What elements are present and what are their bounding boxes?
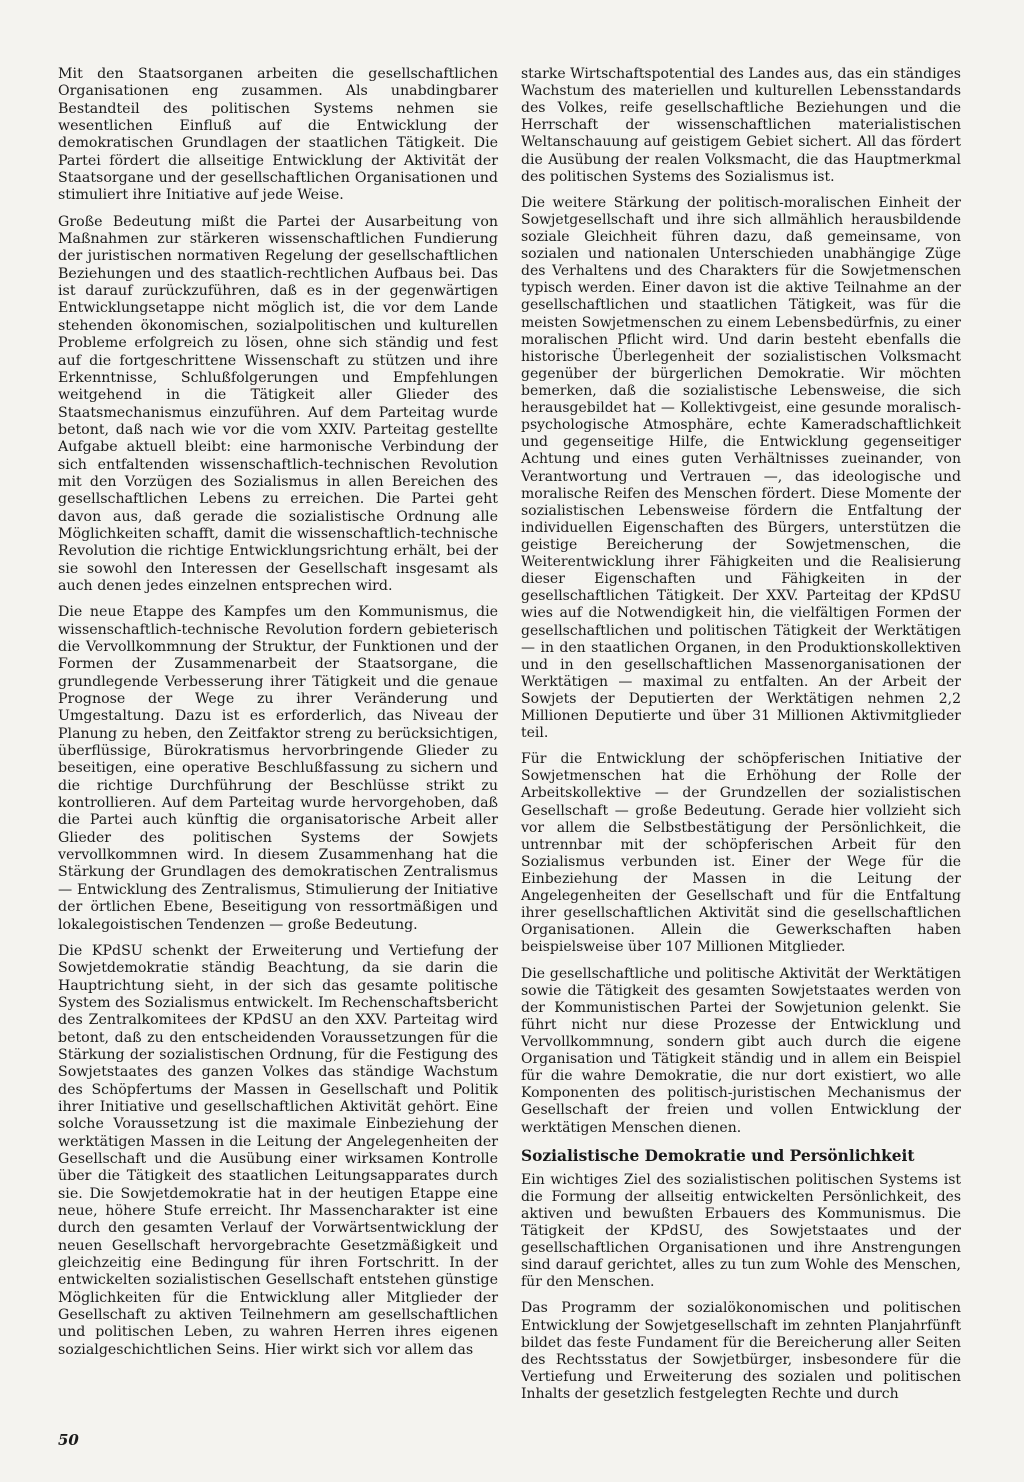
section-heading: Sozialistische Demokratie und Persönlichkeit xyxy=(521,1146,915,1165)
paragraph: Die neue Etappe des Kampfes um den Kommunismus, die wissenschaftlich-technische Revolution fordern gebieterisch die Vervollkommnung der Struktur, der Funktionen und der Formen der Zusammenarbeit der Staatsorgane, die grundlegende Verbesserung ihrer Tätigkeit und die genaue Prognose der Wege zu ihrer Veränderung und Umgestaltung. Dazu ist es erforderlich, das Niveau der Planung zu heben, den Zeitfaktor streng zu berücksichtigen, überflüssige, Bürokratismus hervorbringende Glieder zu beseitigen, eine operative Beschlußfassung zu sichern und die richtige Durchführung der Beschlüsse strikt zu kontrollieren. Auf dem Parteitag wurde hervorgehoben, daß die Partei auch künftig die organisatorische Arbeit aller Glieder des politischen Systems der Sowjets vervollkommnen wird. In diesem Zusammenhang hat die Stärkung der Grundlagen des demokratischen Zentralismus — Entwicklung des Zentralismus, Stimulierung der Initiative der örtlichen Ebene, Beseitigung von ressortmäßigen und lokalegoistischen Tendenzen — große Bedeutung. xyxy=(58,604,498,933)
paragraph: Ein wichtiges Ziel des sozialistischen politischen Systems ist die Formung der allseitig entwickelten Persönlichkeit, des aktiven und bewußten Erbauers des Kommunismus. Die Tätigkeit der KPdSU, des Sowjetstaates und der gesellschaftlichen Organisationen und ihre Anstrengungen sind darauf gerichtet, alles zu tun zum Wohle des Menschen, für den Menschen. xyxy=(521,1171,961,1291)
paragraph: Für die Entwicklung der schöpferischen Initiative der Sowjetmenschen hat die Erhöhung der Rolle der Arbeitskollektive — der Grundzellen der sozialistischen Gesellschaft — große Bedeutung. Gerade hier vollzieht sich vor allem die Selbstbestätigung der Persönlichkeit, die untrennbar mit der schöpferischen Arbeit für den Sozialismus verbunden ist. Einer der Wege für die Einbeziehung der Massen in die Leitung der Angelegenheiten der Gesellschaft und für die Entfaltung ihrer gesellschaftlichen Aktivität sind die gesellschaftlichen Organisationen. Allein die Gewerkschaften haben beispielsweise über 107 Millionen Mitglieder. xyxy=(521,751,961,956)
paragraph: starke Wirtschaftspotential des Landes aus, das ein ständiges Wachstum des materiellen und kulturellen Lebensstandards des Volkes, reife gesellschaftliche Beziehungen und die Herrschaft der wissenschaftlichen materialistischen Weltanschauung auf geistigem Gebiet sichert. All das fördert die Ausübung der realen Volksmacht, die das Hauptmerkmal des politischen Systems des Sozialismus ist. xyxy=(521,66,961,185)
right-column xyxy=(521,66,961,1412)
paragraph: Das Programm der sozialökonomischen und politischen Entwicklung der Sowjetgesellschaft im zehnten Planjahrfünft bildet das feste Fundament für die Bereicherung aller Seiten des Rechtsstatus der Sowjetbürger, insbesondere für die Vertiefung und Erweiterung des sozialen und politischen Inhalts der gesetzlich festgelegten Rechte und durch xyxy=(521,1300,961,1402)
left-column xyxy=(58,66,498,1368)
paragraph: Große Bedeutung mißt die Partei der Ausarbeitung von Maßnahmen zur stärkeren wissenschaftlichen Fundierung der juristischen normativen Regelung der gesellschaftlichen Beziehungen und des staatlich-rechtlichen Aufbaus bei. Das ist darauf zurückzuführen, daß es in der gegenwärtigen Entwicklungsetappe nicht möglich ist, die vor dem Lande stehenden ökonomischen, sozialpolitischen und kulturellen Probleme erfolgreich zu lösen, ohne sich ständig und fest auf die fortgeschrittene Wissenschaft zu stützen und ihre Erkenntnisse, Schlußfolgerungen und Empfehlungen weitgehend in die Tätigkeit aller Glieder des Staatsmechanismus einzuführen. Auf dem Parteitag wurde betont, daß nach wie vor die vom XXIV. Parteitag gestellte Aufgabe aktuell bleibt: eine harmonische Verbindung der sich entfaltenden wissenschaftlich-technischen Revolution mit den Vorzügen des Sozialismus in allen Bereichen des gesellschaftlichen Lebens zu erreichen. Die Partei geht davon aus, daß gerade die sozialistische Ordnung alle Möglichkeiten schafft, damit die wissenschaftlich-technische Revolution die richtige Entwicklungsrichtung erhält, bei der sie sowohl den Interessen der Gesellschaft insgesamt als auch denen jedes einzelnen entsprechen wird. xyxy=(58,213,498,594)
paragraph: Mit den Staatsorganen arbeiten die gesellschaftlichen Organisationen eng zusammen. Als unabdingbarer Bestandteil des politischen Systems nehmen sie wesentlichen Einfluß auf die Entwicklung der demokratischen Grundlagen der staatlichen Tätigkeit. Die Partei fördert die allseitige Entwicklung der Aktivität der Staatsorgane und der gesellschaftlichen Organisationen und stimuliert ihre Initiative auf jede Weise. xyxy=(58,66,498,204)
page-number: 50 xyxy=(58,1431,79,1449)
paragraph: Die weitere Stärkung der politisch-moralischen Einheit der Sowjetgesellschaft und ihre sich allmählich herausbildende soziale Gleichheit führen dazu, daß gemeinsame, von sozialen und nationalen Unterschieden unabhängige Züge des Verhaltens und des Charakters für die Sowjetmenschen typisch werden. Einer davon ist die aktive Teilnahme an der gesellschaftlichen und staatlichen Tätigkeit, was für die meisten Sowjetmenschen zu einem Lebensbedürfnis, zu einer moralischen Pflicht wird. Und darin besteht ebenfalls die historische Überlegenheit der sozialistischen Volksmacht gegenüber der bürgerlichen Demokratie. Wir möchten bemerken, daß die sozialistische Lebensweise, die sich herausgebildet hat — Kollektivgeist, eine gesunde moralisch-psychologische Atmosphäre, echte Kameradschaftlichkeit und gegenseitige Hilfe, die Entwicklung gegenseitiger Achtung und eines guten Verhältnisses zueinander, von Verantwortung und Vertrauen —, das ideologische und moralische Reifen des Menschen fördert. Diese Momente der sozialistischen Lebensweise fördern die Entfaltung der individuellen Eigenschaften des Bürgers, unterstützen die geistige Bereicherung der Sowjetmenschen, die Weiterentwicklung ihrer Fähigkeiten und die Realisierung dieser Eigenschaften und Fähigkeiten in der gesellschaftlichen Tätigkeit. Der XXV. Parteitag der KPdSU wies auf die Notwendigkeit hin, die vielfältigen Formen der gesellschaftlichen und politischen Tätigkeit der Werktätigen — in den staatlichen Organen, in den Produktionskollektiven und in den gesellschaftlichen Massenorganisationen der Werktätigen — maximal zu entfalten. An der Arbeit der Sowjets der Deputierten der Werktätigen nehmen 2,2 Millionen Deputierte und über 31 Millionen Aktivmitglieder teil. xyxy=(521,194,961,742)
paragraph: Die gesellschaftliche und politische Aktivität der Werktätigen sowie die Tätigkeit des gesamten Sowjetstaates werden von der Kommunistischen Partei der Sowjetunion gelenkt. Sie führt nicht nur diese Prozesse der Entwicklung und Vervollkommnung, sondern gibt auch durch die eigene Organisation und Tätigkeit ständig und in allem ein Beispiel für die wahre Demokratie, die nur dort existiert, wo alle Komponenten des politisch-juristischen Mechanismus der Gesellschaft der freien und vollen Entwicklung der werktätigen Menschen dienen. xyxy=(521,965,961,1136)
paragraph: Die KPdSU schenkt der Erweiterung und Vertiefung der Sowjetdemokratie ständig Beachtung, da sie darin die Hauptrichtung sieht, in der sich das gesamte politische System des Sozialismus entwickelt. Im Rechenschaftsbericht des Zentralkomitees der KPdSU an den XXV. Parteitag wird betont, daß zu den entscheidenden Voraussetzungen für die Stärkung der sozialistischen Ordnung, für die Festigung des Sowjetstaates des ganzen Volkes das ständige Wachstum des Schöpfertums der Massen in Gesellschaft und Politik ihrer Initiative und gesellschaftlichen Aktivität gehört. Eine solche Voraussetzung ist die maximale Einbeziehung der werktätigen Massen in die Leitung der Angelegenheiten der Gesellschaft und die Ausübung einer wirksamen Kontrolle über die Tätigkeit des staatlichen Leitungsapparates durch sie. Die Sowjetdemokratie hat in der heutigen Etappe eine neue, höhere Stufe erreicht. Ihr Massencharakter ist eine durch den gesamten Verlauf der Vorwärtsentwicklung der neuen Gesellschaft hervorgebrachte Gesetzmäßigkeit und gleichzeitig eine Bedingung für ihren Fortschritt. In der entwickelten sozialistischen Gesellschaft entstehen günstige Möglichkeiten für die Entwicklung aller Mitglieder der Gesellschaft zu aktiven Teilnehmern am gesellschaftlichen und politischen Leben, zu wahren Herren ihres eigenen sozialgeschichtlichen Seins. Hier wirkt sich vor allem das xyxy=(58,942,498,1358)
